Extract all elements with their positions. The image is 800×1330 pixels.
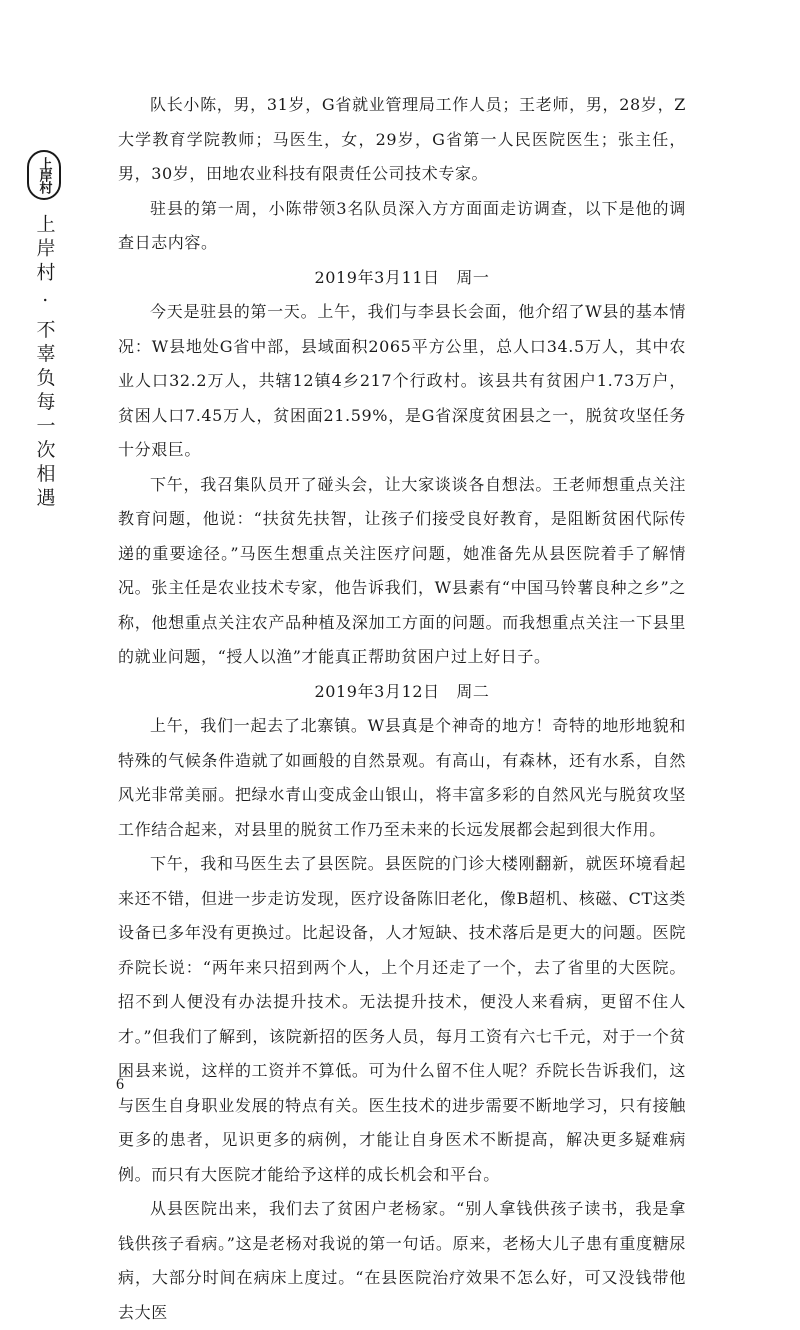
seal-text: 上岸村 [36,157,52,193]
log-date-heading: 2019年3月12日 周二 [314,681,490,701]
page-body [118,88,686,1330]
paragraph: 从县医院出来，我们去了贫困户老杨家。“别人拿钱供孩子读书，我是拿钱供孩子看病。”这是老杨对我说的第一句话。原来，老杨大儿子患有重度糖尿病，大部分时间在病床上度过。“在县医院治疗效果不怎么好，可又没钱带他去大医 [118,1199,686,1322]
paragraph: 驻县的第一周，小陈带领3名队员深入方方面面走访调查，以下是他的调查日志内容。 [118,198,686,252]
side-ornament [22,150,66,511]
page-number: 6 [116,1076,124,1093]
paragraph: 下午，我召集队员开了碰头会，让大家谈谈各自想法。王老师想重点关注教育问题，他说：“扶贫先扶智，让孩子们接受良好教育，是阻断贫困代际传递的重要途径。”马医生想重点关注医疗问题，她准备先从县医院着手了解情况。张主任是农业技术专家，他告诉我们，W县素有“中国马铃薯良种之乡”之称，他想重点关注农产品种植及深加工方面的问题。而我想重点关注一下县里的就业问题，“授人以渔”才能真正帮助贫困户过上好日子。 [118,474,686,666]
paragraph: 下午，我和马医生去了县医院。县医院的门诊大楼刚翻新，就医环境看起来还不错，但进一步走访发现，医疗设备陈旧老化，像B超机、核磁、CT这类设备已多年没有更换过。比起设备，人才短缺、技术落后是更大的问题。医院乔院长说：“两年来只招到两个人，上个月还走了一个，去了省里的大医院。招不到人便没有办法提升技术。无法提升技术，便没人来看病，更留不住人才。”但我们了解到，该院新招的医务人员，每月工资有六七千元，对于一个贫困县来说，这样的工资并不算低。可为什么留不住人呢？乔院长告诉我们，这与医生自身职业发展的特点有关。医生技术的进步需要不断地学习，只有接触更多的患者，见识更多的病例，才能让自身医术不断提高，解决更多疑难病例。而只有大医院才能给予这样的成长机会和平台。 [118,854,686,1184]
log-date-heading: 2019年3月11日 周一 [314,267,490,287]
seal-stamp [27,150,61,200]
paragraph: 上午，我们一起去了北寨镇。W县真是个神奇的地方！奇特的地形地貌和特殊的气候条件造就了如画般的自然景观。有高山，有森林，还有水系，自然风光非常美丽。把绿水青山变成金山银山，将丰富多彩的自然风光与脱贫攻坚工作结合起来，对县里的脱贫工作乃至未来的长远发展都会起到很大作用。 [118,716,686,839]
paragraph: 今天是驻县的第一天。上午，我们与李县长会面，他介绍了W县的基本情况：W县地处G省中部，县域面积2065平方公里，总人口34.5万人，其中农业人口32.2万人，共辖12镇4乡217个行政村。该县共有贫困户1.73万户，贫困人口7.45万人，贫困面21.59%，是G省深度贫困县之一，脱贫攻坚任务十分艰巨。 [118,302,686,459]
book-title-vertical: 上岸村 · 不辜负每一次相遇 [33,214,56,512]
paragraph: 队长小陈，男，31岁，G省就业管理局工作人员；王老师，男，28岁，Z大学教育学院教师；马医生，女，29岁，G省第一人民医院医生；张主任，男，30岁，田地农业科技有限责任公司技术专家。 [118,95,686,183]
